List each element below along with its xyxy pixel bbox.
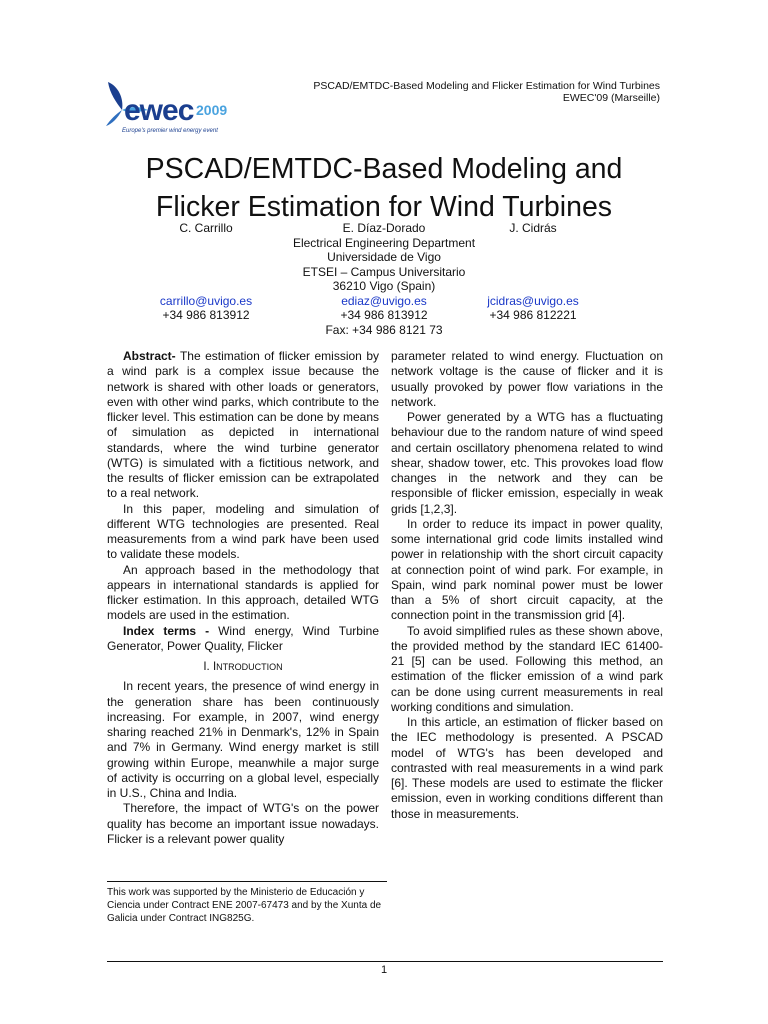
intro-paragraph-7: In this article, an estimation of flicker based on the IEC methodology is presented. A PSCAD model of WTG's has been developed and contrasted with real measurements in a wind park [6]. These models are used to estimate the flicker emission, even in working conditions different than those in measurements. bbox=[391, 715, 663, 821]
author-3 bbox=[462, 221, 604, 323]
author-email[interactable]: jcidras@uvigo.es bbox=[487, 293, 579, 308]
index-terms-text: Wind energy, Wind Turbine Generator, Power Quality, Flicker bbox=[107, 623, 379, 653]
author-phone: +34 986 813912 bbox=[162, 308, 250, 322]
index-terms-label: Index terms - bbox=[123, 623, 210, 638]
abstract-label: Abstract- bbox=[123, 349, 176, 363]
intro-paragraph-2: Therefore, the impact of WTG's on the power quality has become an important issue nowadays. Flicker is a relevant power quality bbox=[107, 801, 379, 846]
author-email[interactable]: ediaz@uvigo.es bbox=[341, 293, 427, 308]
logo-brand: ewec bbox=[124, 94, 194, 127]
section-heading-introduction bbox=[107, 660, 379, 675]
page-number: 1 bbox=[380, 964, 388, 976]
affiliation-address: 36210 Vigo (Spain) bbox=[332, 279, 436, 293]
footnote-divider bbox=[107, 881, 387, 882]
footnote: This work was supported by the Ministerio de Educación y Ciencia under Contract ENE 2007-67473 and by the Xunta de Galicia under Contract ING825G. bbox=[107, 887, 382, 924]
author-phone: +34 986 813912 bbox=[340, 308, 428, 322]
logo-year: 2009 bbox=[196, 102, 228, 118]
intro-paragraph-6: To avoid simplified rules as these shown above, the provided method by the standard IEC 61400-21 [5] can be used. Following this method, an estimation of the flicker emission of a wind park can be done using current measurements in real working conditions and simulation. bbox=[391, 623, 663, 714]
affiliation-university: Universidade de Vigo bbox=[327, 250, 441, 264]
abstract-paragraph bbox=[107, 349, 379, 502]
author-fax: Fax: +34 986 8121 73 bbox=[325, 322, 443, 337]
affiliation-department: Electrical Engineering Department bbox=[292, 235, 476, 250]
running-header bbox=[313, 80, 660, 104]
abstract-paragraph-3: An approach based in the methodology that appears in international standards is applied for flicker estimation. In this approach, detailed WTG models are used in the estimation. bbox=[107, 562, 379, 623]
right-column bbox=[391, 349, 663, 822]
index-terms bbox=[107, 624, 379, 655]
running-header-event: EWEC'09 (Marseille) bbox=[562, 92, 660, 104]
author-2 bbox=[284, 221, 484, 337]
section-title-rest: NTRODUCTION bbox=[216, 662, 283, 672]
author-name: C. Carrillo bbox=[179, 221, 233, 235]
section-number: I. bbox=[203, 661, 210, 673]
affiliation-campus: ETSEI – Campus Universitario bbox=[302, 264, 466, 279]
author-phone: +34 986 812221 bbox=[489, 308, 577, 322]
ewec-logo bbox=[104, 76, 232, 138]
intro-paragraph-1: In recent years, the presence of wind energy in the generation share has been continuously increasing. For example, in 2007, wind energy sharing reached 21% in Denmark's, 12% in Spain and 7% in Germany. Wind energy market is still growing within Europe, meanwhile a major surge of activity is occurring on a global level, especially in U.S., China and India. bbox=[107, 679, 379, 800]
intro-paragraph-4: Power generated by a WTG has a fluctuating behaviour due to the random nature of wind speed and certain oscillatory phenomena related to wind shear, shadow tower, etc. This provokes load flow changes in the network and they can be responsible of flicker emission, especially in weak grids [1,2,3]. bbox=[391, 410, 663, 516]
abstract-paragraph-2: In this paper, modeling and simulation of different WTG technologies are presented. Real measurements from a wind park have been used to validate these models. bbox=[107, 501, 379, 562]
paper-title-line-1: PSCAD/EMTDC-Based Modeling and bbox=[145, 153, 623, 185]
paper-title-line-2: Flicker Estimation for Wind Turbines bbox=[155, 191, 613, 223]
intro-paragraph-3: parameter related to wind energy. Fluctuation on network voltage is the cause of flicker and it is usually provoked by power flow variations in the network. bbox=[391, 349, 663, 409]
logo-tagline: Europe's premier wind energy event bbox=[122, 128, 218, 134]
abstract-text: The estimation of flicker emission by a wind park is a complex issue because the network is shared with other loads or generators, even with other wind parks, which contribute to the flicker level. This estimation can be done by means of simulation as depicted in international standards, where the wind turbine generator (WTG) is simulated with a fictitious network, and the results of flicker emission can be extrapolated to a real network. bbox=[107, 349, 379, 501]
author-1 bbox=[120, 221, 292, 323]
author-name: J. Cidrás bbox=[509, 221, 557, 235]
intro-paragraph-5: In order to reduce its impact in power quality, some international grid code limits installed wind power in relationship with the short circuit capacity at connection point of wind park. For example, in Spain, wind park nominal power must be lower than a 5% of short circuit capacity, at the connection point in the transmission grid [4]. bbox=[391, 516, 663, 623]
footer-divider bbox=[107, 961, 663, 962]
author-name: E. Díaz-Dorado bbox=[342, 221, 426, 235]
running-header-title: PSCAD/EMTDC-Based Modeling and Flicker Estimation for Wind Turbines bbox=[313, 80, 660, 92]
paper-title bbox=[0, 150, 768, 226]
left-column bbox=[107, 349, 379, 847]
section-title-initial: I bbox=[212, 661, 217, 673]
author-email[interactable]: carrillo@uvigo.es bbox=[159, 293, 253, 308]
